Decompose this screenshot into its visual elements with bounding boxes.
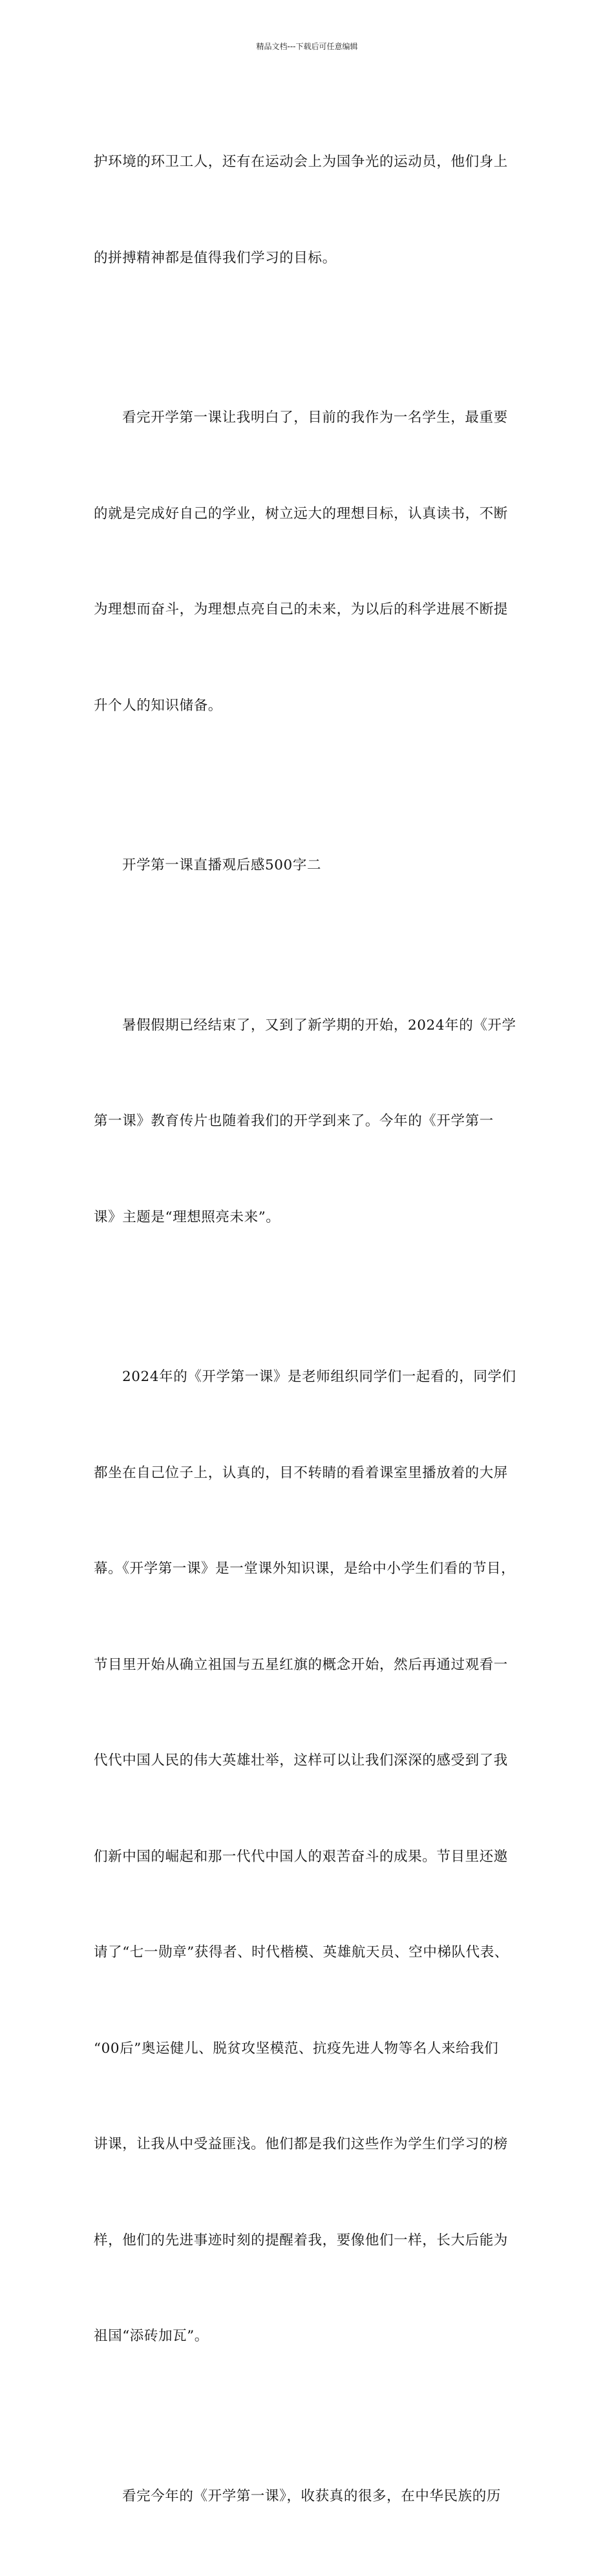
paragraph — [94, 946, 533, 1298]
text-line: 开学第一课直播观后感500字二 — [94, 849, 533, 882]
text-line: 们新中国的崛起和那一代代中国人的艰苦奋斗的成果。节目里还邀 — [94, 1841, 533, 1873]
text-line: 暑假假期已经结束了，又到了新学期的开始，2024年的《开学 — [94, 1010, 533, 1042]
document-body — [94, 82, 533, 2576]
text-line: 代代中国人民的伟大英雄壮举，这样可以让我们深深的感受到了我 — [94, 1745, 533, 1777]
text-line: 2024年的《开学第一课》是老师组织同学们一起看的，同学们 — [94, 1361, 533, 1393]
text-line: 请了“七一勋章”获得者、时代楷模、英雄航天员、空中梯队代表、 — [94, 1937, 533, 1969]
text-line: 看完开学第一课让我明白了，目前的我作为一名学生，最重要 — [94, 402, 533, 434]
text-line: 为理想而奋斗，为理想点亮自己的未来，为以后的科学进展不断提 — [94, 594, 533, 626]
text-line: 看完今年的《开学第一课》，收获真的很多，在中华民族的历 — [94, 2480, 533, 2513]
page-header: 精品文档---下载后可任意编辑 — [0, 41, 614, 52]
text-line: 节目里开始从确立祖国与五星红旗的概念开始，然后再通过观看一 — [94, 1649, 533, 1681]
section-heading — [94, 785, 533, 946]
text-line: “00后”奥运健儿、脱贫攻坚模范、抗疫先进人物等名人来给我们 — [94, 2033, 533, 2065]
paragraph — [94, 1297, 533, 2416]
text-line: 升个人的知识储备。 — [94, 690, 533, 722]
text-line: 讲课，让我从中受益匪浅。他们都是我们这些作为学生们学习的榜 — [94, 2128, 533, 2161]
text-line: 课》主题是“理想照亮未来”。 — [94, 1201, 533, 1234]
text-line: 幕。《开学第一课》是一堂课外知识课，是给中小学生们看的节目， — [94, 1553, 533, 1585]
text-line: 都坐在自己位子上，认真的，目不转睛的看着课室里播放着的大屏 — [94, 1457, 533, 1490]
paragraph — [94, 338, 533, 785]
paragraph — [94, 2416, 533, 2576]
paragraph — [94, 82, 533, 338]
text-line: 的就是完成好自己的学业，树立远大的理想目标，认真读书，不断 — [94, 498, 533, 530]
text-line: 的拼搏精神都是值得我们学习的目标。 — [94, 242, 533, 275]
text-line: 祖国“添砖加瓦”。 — [94, 2320, 533, 2353]
text-line: 样，他们的先进事迹时刻的提醒着我，要像他们一样，长大后能为 — [94, 2225, 533, 2257]
text-line: 护环境的环卫工人，还有在运动会上为国争光的运动员，他们身上 — [94, 146, 533, 178]
text-line: 第一课》教育传片也随着我们的开学到来了。今年的《开学第一 — [94, 1105, 533, 1137]
